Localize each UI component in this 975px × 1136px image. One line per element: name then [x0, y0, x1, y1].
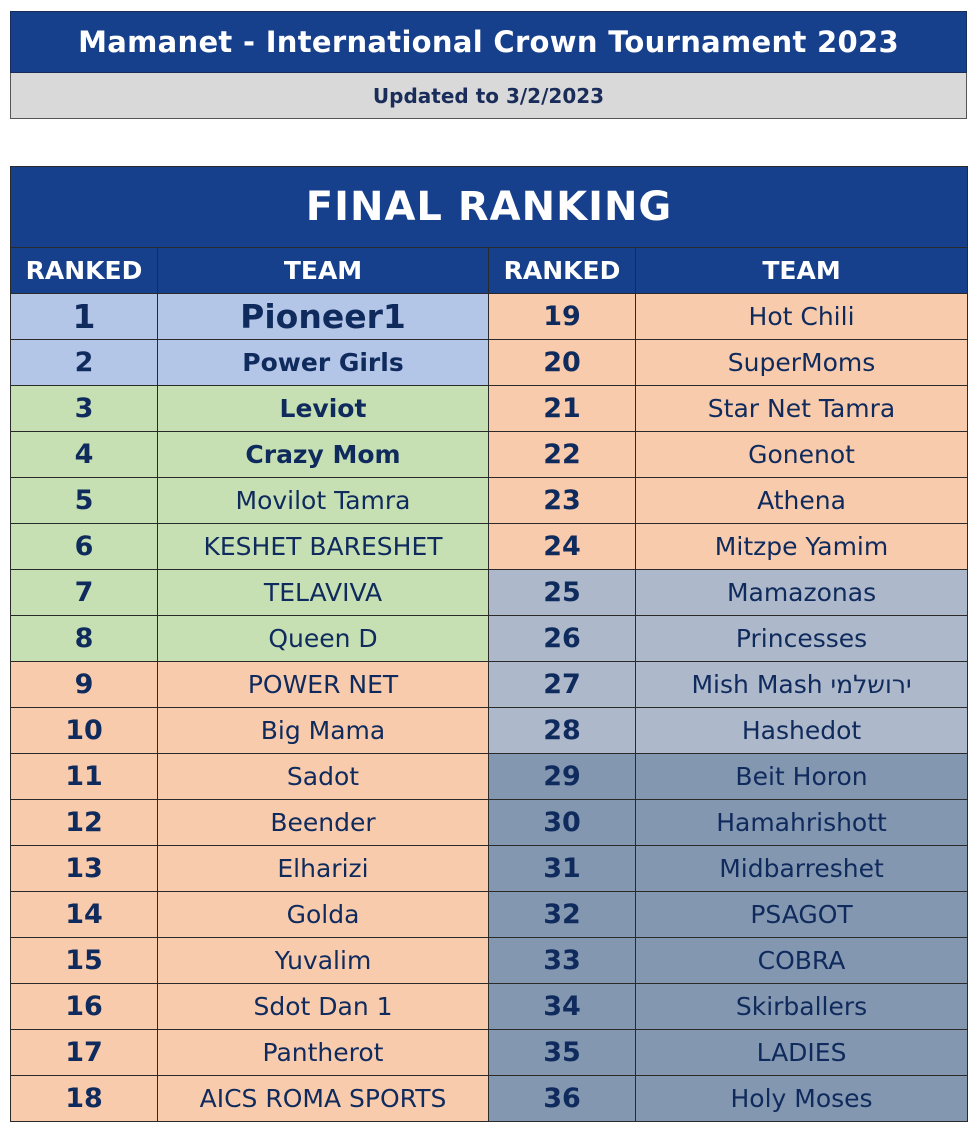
rank-cell: 17 — [11, 1030, 158, 1076]
team-cell: Holy Moses — [636, 1076, 968, 1122]
table-row — [11, 340, 968, 386]
team-cell: COBRA — [636, 938, 968, 984]
rank-cell: 28 — [489, 708, 636, 754]
team-cell: Beit Horon — [636, 754, 968, 800]
rank-cell: 10 — [11, 708, 158, 754]
rank-cell: 18 — [11, 1076, 158, 1122]
team-cell: Golda — [158, 892, 489, 938]
team-cell: Leviot — [158, 386, 489, 432]
rank-cell: 19 — [489, 294, 636, 340]
table-row — [11, 524, 968, 570]
rank-cell: 12 — [11, 800, 158, 846]
team-cell: Athena — [636, 478, 968, 524]
team-cell: Mish Mash ירושלמי — [636, 662, 968, 708]
team-cell: Crazy Mom — [158, 432, 489, 478]
table-row — [11, 478, 968, 524]
rank-cell: 13 — [11, 846, 158, 892]
updated-date: Updated to 3/2/2023 — [10, 73, 967, 119]
rank-cell: 24 — [489, 524, 636, 570]
team-cell: TELAVIVA — [158, 570, 489, 616]
rank-cell: 34 — [489, 984, 636, 1030]
rank-cell: 1 — [11, 294, 158, 340]
rank-cell: 5 — [11, 478, 158, 524]
team-cell: Skirballers — [636, 984, 968, 1030]
rank-cell: 15 — [11, 938, 158, 984]
rank-cell: 29 — [489, 754, 636, 800]
rank-cell: 35 — [489, 1030, 636, 1076]
rank-cell: 14 — [11, 892, 158, 938]
rank-cell: 22 — [489, 432, 636, 478]
team-cell: Sadot — [158, 754, 489, 800]
final-ranking-table — [10, 166, 968, 1122]
team-cell: Queen D — [158, 616, 489, 662]
rank-cell: 4 — [11, 432, 158, 478]
team-cell: AICS ROMA SPORTS — [158, 1076, 489, 1122]
rank-cell: 16 — [11, 984, 158, 1030]
rank-cell: 31 — [489, 846, 636, 892]
table-row — [11, 432, 968, 478]
rank-cell: 27 — [489, 662, 636, 708]
team-cell: PSAGOT — [636, 892, 968, 938]
team-cell: Big Mama — [158, 708, 489, 754]
rank-cell: 2 — [11, 340, 158, 386]
table-row — [11, 754, 968, 800]
team-cell: Star Net Tamra — [636, 386, 968, 432]
rank-cell: 25 — [489, 570, 636, 616]
team-cell: Hamahrishott — [636, 800, 968, 846]
table-row — [11, 846, 968, 892]
team-cell: Midbarreshet — [636, 846, 968, 892]
column-header-ranked: RANKED — [11, 248, 158, 294]
column-header-team: TEAM — [158, 248, 489, 294]
table-row — [11, 892, 968, 938]
table-title: FINAL RANKING — [11, 167, 968, 248]
table-row — [11, 984, 968, 1030]
rank-cell: 11 — [11, 754, 158, 800]
team-cell: KESHET BARESHET — [158, 524, 489, 570]
team-cell: Elharizi — [158, 846, 489, 892]
team-cell: Hot Chili — [636, 294, 968, 340]
team-cell: Mitzpe Yamim — [636, 524, 968, 570]
table-row — [11, 662, 968, 708]
rank-cell: 7 — [11, 570, 158, 616]
team-cell: Pioneer1 — [158, 294, 489, 340]
column-header-ranked: RANKED — [489, 248, 636, 294]
team-cell: Yuvalim — [158, 938, 489, 984]
rank-cell: 30 — [489, 800, 636, 846]
table-row — [11, 616, 968, 662]
column-header-team: TEAM — [636, 248, 968, 294]
team-cell: Gonenot — [636, 432, 968, 478]
table-row — [11, 570, 968, 616]
team-cell: Power Girls — [158, 340, 489, 386]
table-row — [11, 1030, 968, 1076]
rank-cell: 3 — [11, 386, 158, 432]
rank-cell: 6 — [11, 524, 158, 570]
team-cell: Princesses — [636, 616, 968, 662]
team-cell: Hashedot — [636, 708, 968, 754]
rank-cell: 21 — [489, 386, 636, 432]
team-cell: Sdot Dan 1 — [158, 984, 489, 1030]
table-row — [11, 938, 968, 984]
table-row — [11, 294, 968, 340]
table-row — [11, 386, 968, 432]
table-row — [11, 1076, 968, 1122]
team-cell: Movilot Tamra — [158, 478, 489, 524]
team-cell: Beender — [158, 800, 489, 846]
rank-cell: 32 — [489, 892, 636, 938]
team-cell: LADIES — [636, 1030, 968, 1076]
team-cell: Mamazonas — [636, 570, 968, 616]
page-title: Mamanet - International Crown Tournament 2023 — [10, 11, 967, 73]
rank-cell: 33 — [489, 938, 636, 984]
rank-cell: 36 — [489, 1076, 636, 1122]
team-cell: POWER NET — [158, 662, 489, 708]
rank-cell: 23 — [489, 478, 636, 524]
rank-cell: 9 — [11, 662, 158, 708]
table-row — [11, 800, 968, 846]
table-row — [11, 708, 968, 754]
team-cell: SuperMoms — [636, 340, 968, 386]
rank-cell: 26 — [489, 616, 636, 662]
rank-cell: 20 — [489, 340, 636, 386]
rank-cell: 8 — [11, 616, 158, 662]
team-cell: Pantherot — [158, 1030, 489, 1076]
